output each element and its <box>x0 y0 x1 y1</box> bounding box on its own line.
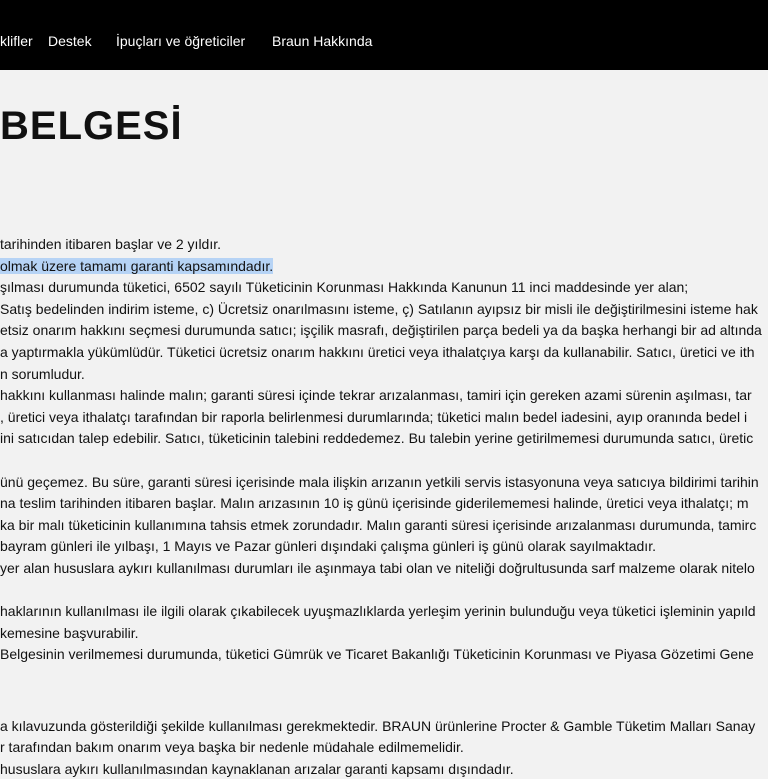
text-line: ka bir malı tüketicinin kullanımına tahsis etmek zorundadır. Malın garanti süresi içerisinde arızalanması durumunda, tamirc <box>0 517 757 533</box>
text-line: na teslim tarihinden itibaren başlar. Malın arızasının 10 iş günü içerisinde giderilememesi halinde, üretici veya ithalatçı; m <box>0 495 749 511</box>
text-line: Satış bedelinden indirim isteme, c) Ücretsiz onarılmasını isteme, ç) Satılanın ayıpsız bir misli ile değiştirilmesini isteme hak <box>0 301 758 317</box>
text-line: hususlara aykırı kullanılmasından kaynaklanan arızalar garanti kapsamı dışındadır. <box>0 761 514 777</box>
text-line: tarihinden itibaren başlar ve 2 yıldır. <box>0 236 222 252</box>
text-line: ini satıcıdan talep edebilir. Satıcı, tüketicinin talebini reddedemez. Bu talebin yerine getirilmemesi durumunda satıcı, üretic <box>0 430 754 446</box>
text-line: r tarafından bakım onarım veya başka bir nedenle müdahale edilmemelidir. <box>0 739 464 755</box>
text-line: a kılavuzunda gösterildiği şekilde kullanılması gerekmektedir. BRAUN ürünlerine Procter & Gamble Tüketim Malları Sanay <box>0 718 756 734</box>
text-line: ünü geçemez. Bu süre, garanti süresi içerisinde mala ilişkin arızanın yetkili servis istasyonuna veya satıcıya bildirimi tarihin <box>0 474 759 490</box>
text-line: etsiz onarım hakkını seçmesi durumunda satıcı; işçilik masrafı, değiştirilen parça bedeli ya da başka herhangi bir ad altında <box>0 322 762 338</box>
top-navigation-bar <box>0 0 768 70</box>
text-selection-highlight: olmak üzere tamamı garanti kapsamındadır. <box>0 258 274 274</box>
text-line: , üretici veya ithalatçı tarafından bir raporla belirlenmesi durumlarında; tüketici malın bedel iadesini, ayıp oranında bedel i <box>0 409 748 425</box>
text-line: haklarının kullanılması ile ilgili olarak çıkabilecek uyuşmazlıklarda yerleşim yerinin bulunduğu veya tüketici işleminin yapıld <box>0 603 756 619</box>
text-line: a yaptırmakla yükümlüdür. Tüketici ücretsiz onarım hakkını üretici veya ithalatçıya karşı da kullanabilir. Satıcı, üretici ve ith <box>0 344 755 360</box>
text-line: bayram günleri ile yılbaşı, 1 Mayıs ve Pazar günleri dışındaki çalışma günleri iş günü olarak sayılmaktadır. <box>0 538 656 554</box>
nav-link-teklifler[interactable]: klifler <box>0 33 33 49</box>
page-title: BELGESİ <box>0 104 183 148</box>
text-line: hakkını kullanması halinde malın; garanti süresi içinde tekrar arızalanması, tamiri için gereken azami sürenin aşılması, tar <box>0 387 752 403</box>
text-line-selected <box>0 256 273 276</box>
text-line: şılması durumunda tüketici, 6502 sayılı Tüketicinin Korunması Hakkında Kanunun 11 inci maddesinde yer alan; <box>0 279 689 295</box>
text-line: n sorumludur. <box>0 366 85 382</box>
nav-link-braun-hakkinda[interactable]: Braun Hakkında <box>272 33 373 49</box>
nav-link-ipuclari[interactable]: İpuçları ve öğreticiler <box>116 33 246 49</box>
text-line: Belgesinin verilmemesi durumunda, tüketici Gümrük ve Ticaret Bakanlığı Tüketicinin Korunması ve Piyasa Gözetimi Gene <box>0 646 754 662</box>
text-line: kemesine başvurabilir. <box>0 625 139 641</box>
nav-link-destek[interactable]: Destek <box>48 33 92 49</box>
text-line: yer alan hususlara aykırı kullanılması durumları ile aşınmaya tabi olan ve niteliği doğrultusunda sarf malzeme olarak nitelo <box>0 560 755 576</box>
